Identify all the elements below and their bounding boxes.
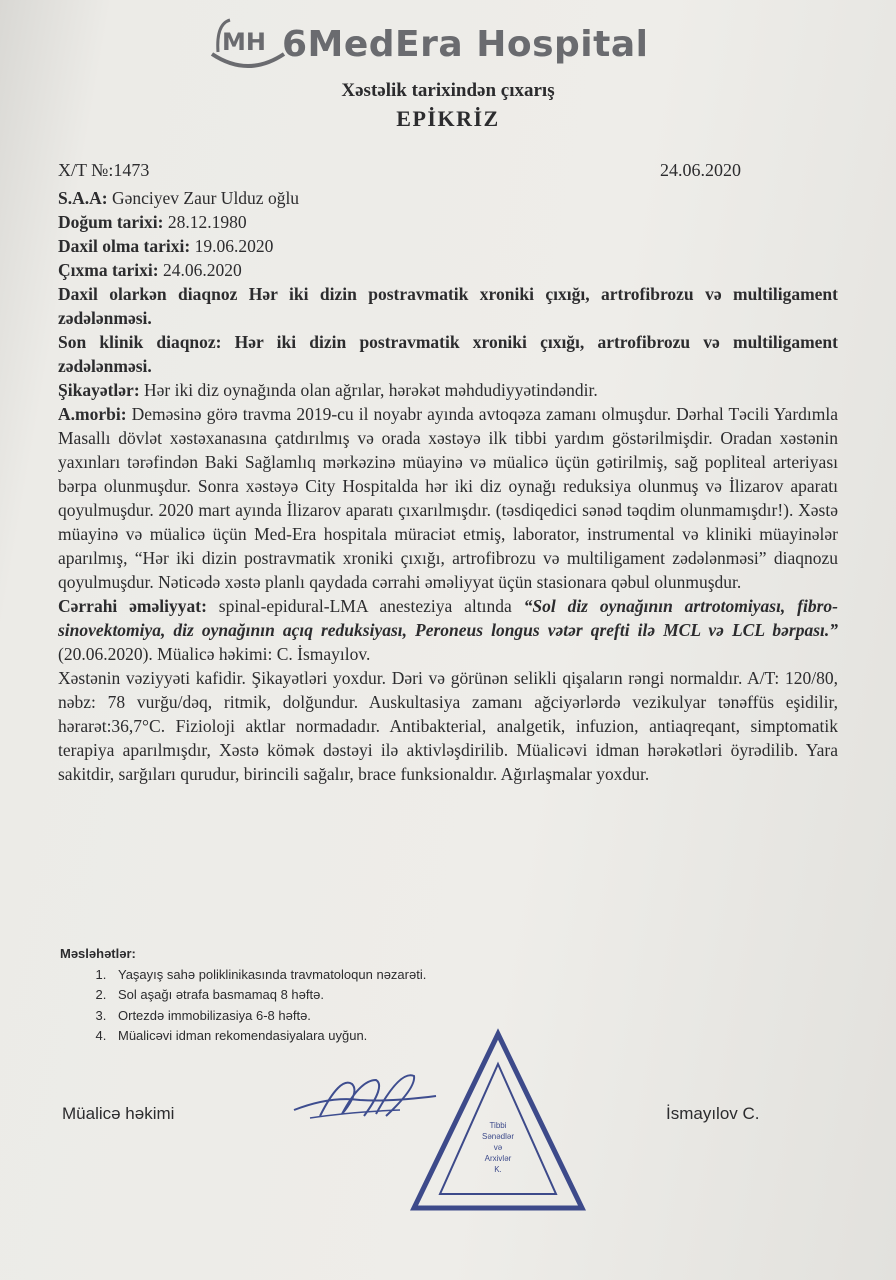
- stamp-line: Arxivlər: [484, 1154, 512, 1163]
- patient-status: Xəstənin vəziyyəti kafidir. Şikayətləri yoxdur. Dəri və görünən selikli qişaların rəngi normaldır. A/T: 120/80, nəbz: 78 vurğu/dəq, ritmik, dolğundur. Auskultasiya zamanı ağciyərlərdə vezikulyar tənəffüs eşidilir, hərarət:36,7°C. Fizioloji aktlar normadadır. Antibakterial, analgetik, infuzion, antiaqreqant, simptomatik terapiya aparılmışdır, Xəstə kömək dəstəyi ilə aktivləşdirilib. Müalicəvi idman hərəkətləri öyrədilib. Yara sakitdir, sarğıları qurudur, birincili sağalır, brace funksionaldır. Ağırlaşmalar yoxdur.: [58, 668, 838, 784]
- final-diagnosis: Son klinik diaqnoz: Hər iki dizin postravmatik xroniki çıxığı, artrofibrozu və multiligament zədələnməsi.: [58, 332, 838, 376]
- admission-diagnosis: Daxil olarkən diaqnoz Hər iki dizin postravmatik xroniki çıxığı, artrofibrozu və multiligament zədələnməsi.: [58, 284, 838, 328]
- recommendation-item: 3. Ortezdə immobilizasiya 6-8 həftə.: [110, 1006, 580, 1027]
- surgery-paragraph: [58, 594, 838, 666]
- patient-name-row: [58, 186, 838, 210]
- patient-name-value: Gənciyev Zaur Ulduz oğlu: [111, 188, 300, 208]
- document-date: 24.06.2020: [660, 160, 741, 180]
- document-body: [58, 186, 838, 786]
- stamp-line: və: [493, 1143, 503, 1152]
- stamp-line: Sənədlər: [481, 1132, 515, 1141]
- document-title: EPİKRİZ: [396, 106, 500, 131]
- hospital-logo: [208, 12, 649, 76]
- stamp-line: Tibbi: [489, 1121, 507, 1130]
- record-number: X/T №:1473: [58, 160, 150, 180]
- dob-row: [58, 210, 838, 234]
- hospital-name: 6MedEra Hospital: [282, 24, 649, 65]
- dob-value: 28.12.1980: [167, 212, 247, 232]
- stamp-line: K.: [494, 1165, 502, 1174]
- admission-date-label: Daxil olma tarixi:: [58, 236, 191, 256]
- admission-date-value: 19.06.2020: [194, 236, 274, 256]
- surgery-anesthesia: spinal-epidural-LMA anesteziya altında: [218, 596, 512, 616]
- complaints-row: [58, 378, 838, 402]
- discharge-date-label: Çıxma tarixi:: [58, 260, 159, 280]
- recommendations-heading: Məsləhətlər:: [60, 946, 136, 961]
- stamp-text: [450, 1120, 546, 1175]
- doctor-label: Müalicə həkimi: [62, 1104, 175, 1123]
- logo-mark-text: MH: [222, 28, 266, 56]
- hospital-logo-icon: [208, 14, 288, 72]
- dob-label: Doğum tarixi:: [58, 212, 164, 232]
- admission-date-row: [58, 234, 838, 258]
- surgery-date-doctor: (20.06.2020). Müalicə həkimi: C. İsmayılov.: [58, 644, 371, 664]
- complaints-text: Hər iki diz oynağında olan ağrılar, hərəkət məhdudiyyətindəndir.: [144, 380, 598, 400]
- surgery-procedure: “Sol diz oynağının artrotomiyası, fibro-sinovektomiya, diz oynağının açıq reduksiyası, Peroneus longus vətər qrefti ilə MCL və LCL bərpası.”: [58, 596, 839, 640]
- discharge-date-row: [58, 258, 838, 282]
- doctor-name: İsmayılov C.: [666, 1104, 760, 1123]
- patient-name-label: S.A.A:: [58, 188, 108, 208]
- surgery-label: Cərrahi əməliyyat:: [58, 596, 207, 616]
- recommendation-item: 4. Müalicəvi idman rekomendasiyalara uyğun.: [110, 1026, 580, 1047]
- discharge-date-value: 24.06.2020: [162, 260, 242, 280]
- anamnesis-text: Deməsinə görə travma 2019-cu il noyabr ayında avtoqəza zamanı olmuşdur. Dərhal Təcili Yardımla Masallı dövlət xəstəxanasına çatdırılmış və orada xəstəyə ilk tibbi yardım göstərilmişdir. Oradan xəstənin yaxınları tərəfindən Baki Sağlamlıq mərkəzinə müayinə və müalicə üçün gətirilmiş, sağ popliteal arteriyası bərpa olunmuşdur. Sonra xəstəyə City Hospitalda hər iki diz oynağı reduksiya olunmuş və İlizarov aparatı qoyulmuşdur. 2020 mart ayında İlizarov aparatı çıxarılmışdır. (təsdiqedici sənəd təqdim olunmamışdır!). Xəstə müayinə və müalicə üçün Med-Era hospitala müraciət etmiş, laborator, instrumental və kliniki müayinələr aparılmış, “Hər iki dizin postravmatik xroniki çıxığı, artrofibrozu və multiligament zədələnməsi” diaqnozu qoyulmuşdur. Nəticədə xəstə planlı qaydada cərrahi əməliyyat üçün stasionara qəbul olunmuşdur.: [58, 404, 838, 592]
- document-subtitle: Xəstəlik tarixindən çıxarış: [341, 80, 555, 101]
- anamnesis-label: A.morbi:: [58, 404, 127, 424]
- anamnesis-paragraph: [58, 402, 838, 594]
- recommendation-item: 1. Yaşayış sahə poliklinikasında travmatoloqun nəzarəti.: [110, 965, 580, 986]
- recommendation-item: 2. Sol aşağı ətrafa basmamaq 8 həftə.: [110, 985, 580, 1006]
- complaints-label: Şikayətlər:: [58, 380, 140, 400]
